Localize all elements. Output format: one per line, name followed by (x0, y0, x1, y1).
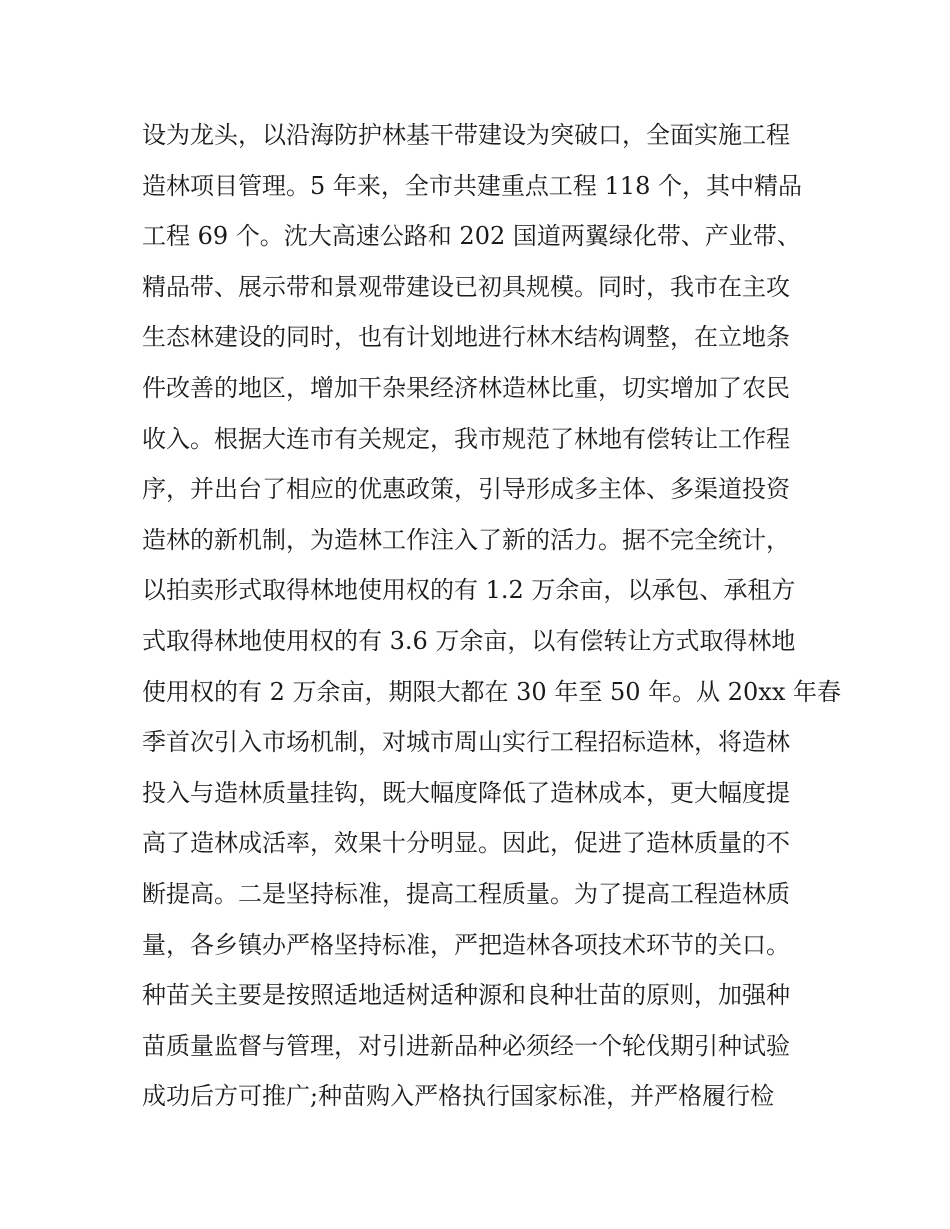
text-line: 造林项目管理。5 年来，全市共建重点工程 118 个，其中精品 (142, 171, 802, 200)
text-line: 工程 69 个。沈大高速公路和 202 国道两翼绿化带、产业带、 (142, 222, 801, 251)
text-line: 使用权的有 2 万余亩，期限大都在 30 年至 50 年。从 20xx 年春 (142, 677, 841, 706)
text-line: 成功后方可推广;种苗购入严格执行国家标准，并严格履行检 (142, 1082, 775, 1111)
text-line: 以拍卖形式取得林地使用权的有 1.2 万余亩，以承包、承租方 (142, 576, 796, 605)
text-line: 量，各乡镇办严格坚持标准，严把造林各项技术环节的关口。 (142, 930, 790, 959)
text-line: 造林的新机制，为造林工作注入了新的活力。据不完全统计， (142, 525, 790, 554)
text-line: 断提高。二是坚持标准，提高工程质量。为了提高工程造林质 (142, 879, 790, 908)
text-line: 生态林建设的同时，也有计划地进行林木结构调整，在立地条 (142, 323, 790, 352)
text-line: 种苗关主要是按照适地适树适种源和良种壮苗的原则，加强种 (142, 981, 790, 1010)
text-line: 设为龙头，以沿海防护林基干带建设为突破口，全面实施工程 (142, 121, 790, 149)
text-line: 精品带、展示带和景观带建设已初具规模。同时，我市在主攻 (142, 272, 790, 301)
text-line: 收入。根据大连市有关规定，我市规范了林地有偿转让工作程 (142, 424, 790, 453)
text-line: 投入与造林质量挂钩，既大幅度降低了造林成本，更大幅度提 (142, 778, 790, 807)
text-line: 季首次引入市场机制，对城市周山实行工程招标造林，将造林 (142, 728, 790, 757)
text-line: 苗质量监督与管理，对引进新品种必须经一个轮伐期引种试验 (142, 1031, 790, 1060)
text-line: 件改善的地区，增加干杂果经济林造林比重，切实增加了农民 (142, 373, 790, 402)
text-line: 高了造林成活率，效果十分明显。因此，促进了造林质量的不 (142, 829, 790, 858)
text-line: 序，并出台了相应的优惠政策，引导形成多主体、多渠道投资 (142, 475, 790, 504)
text-line: 式取得林地使用权的有 3.6 万余亩，以有偿转让方式取得林地 (142, 626, 796, 655)
body-paragraph (142, 110, 841, 1122)
